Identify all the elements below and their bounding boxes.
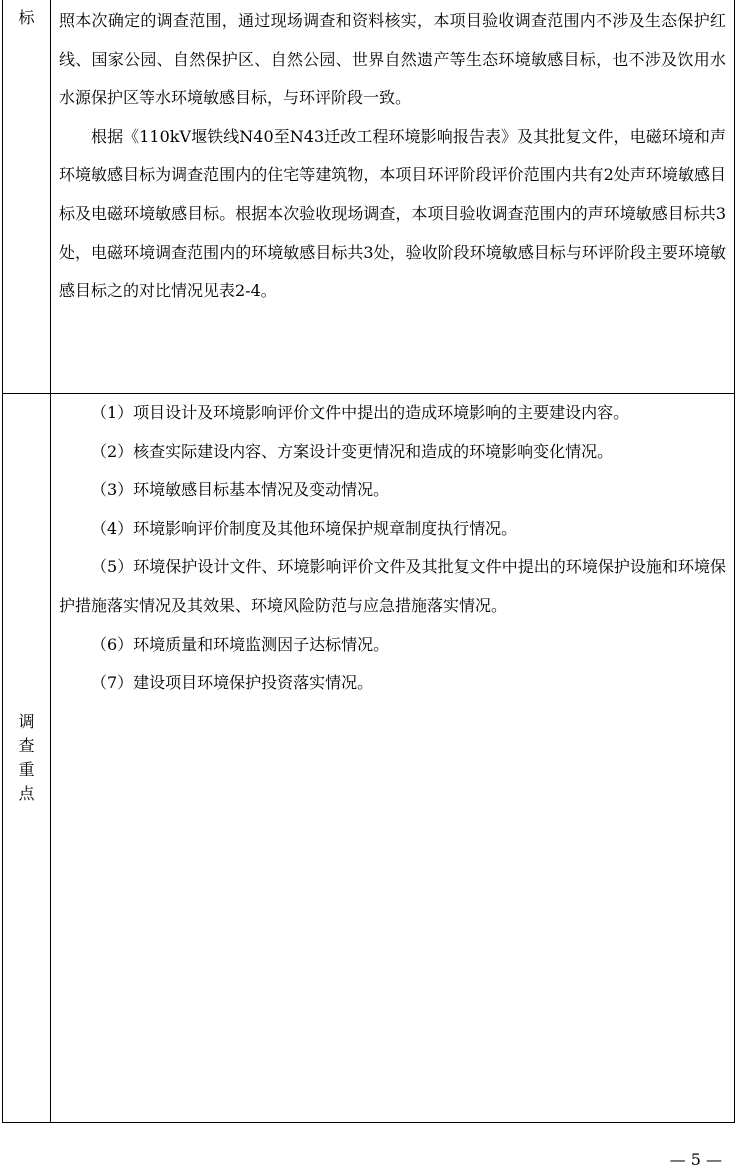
focus-item: （4）环境影响评价制度及其他环境保护规章制度执行情况。 [91,518,518,538]
row-label: 标 [18,8,35,27]
sensitive-target-row [3,0,734,393]
label-char: 重 [18,760,35,779]
focus-item: （1）项目设计及环境影响评价文件中提出的造成环境影响的主要建设内容。 [91,403,630,422]
focus-item: （6）环境质量和环境监测因子达标情况。 [91,634,390,654]
row-label-cell [3,0,51,393]
label-char: 点 [18,784,35,803]
label-char: 调 [18,712,35,731]
page-number: — 5 — [669,1150,722,1169]
paragraph-scope-conclusion: 照本次确定的调查范围，通过现场调查和资料核实，本项目验收调查范围内不涉及生态保护红线、国家公园、自然保护区、自然公园、世界自然遗产等生态环境敏感目标，也不涉及饮用水水源保护区等水环境敏感目标，与环评阶段一致。 [59,11,726,108]
paragraph-electromagnetic-noise-targets: 根据《110kV堰铁线N40至N43迁改工程环境影响报告表》及其批复文件，电磁环境和声环境敏感目标为调查范围内的住宅等建筑物，本项目环评阶段评价范围内共有2处声环境敏感目标及电磁环境敏感目标。根据本次验收现场调查，本项目验收调查范围内的声环境敏感目标共3处，电磁环境调查范围内的环境敏感目标共3处，验收阶段环境敏感目标与环评阶段主要环境敏感目标之的对比情况见表2-4。 [59,126,726,301]
survey-focus-content [51,394,734,1122]
focus-item: （5）环境保护设计文件、环境影响评价文件及其批复文件中提出的环境保护设施和环境保护措施落实情况及其效果、环境风险防范与应急措施落实情况。 [59,557,726,615]
label-char: 查 [18,736,35,755]
focus-item: （7）建设项目环境保护投资落实情况。 [91,673,374,693]
focus-item: （2）核查实际建设内容、方案设计变更情况和造成的环境影响变化情况。 [91,441,614,461]
survey-focus-row [3,393,734,1122]
survey-focus-label-cell [3,394,51,1122]
sensitive-target-content [51,0,734,393]
report-table [2,0,735,1123]
focus-item: （3）环境敏感目标基本情况及变动情况。 [91,480,390,500]
